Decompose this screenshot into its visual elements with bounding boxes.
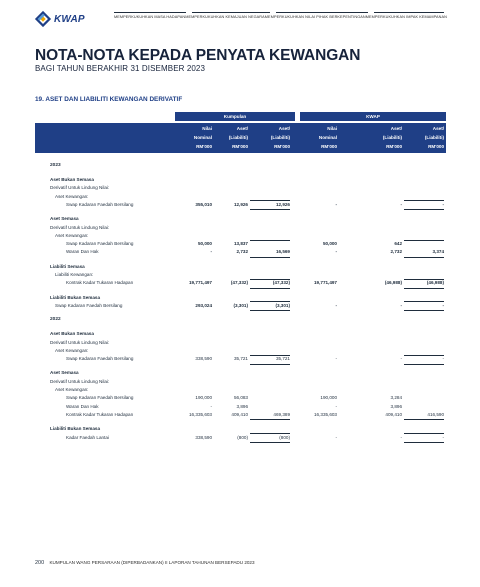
nav-item-impak-kemampanan[interactable]: MEMPERKUKUHKAN IMPAK KEMAMPANAN [365,15,447,19]
table-cell: - [442,201,444,207]
table-cell: 2,732 [390,249,402,255]
table-cell: 16,335,603 [189,411,212,417]
section-nav [114,15,447,19]
row-label: Swap Kadaran Faedah Bersilang [66,356,134,362]
table-cell: - [400,356,402,362]
table-cell: 416,590 [427,411,444,417]
row-group-label: Liabiliti Bukan Semasa [50,426,101,432]
table-cell: 3,284 [390,395,402,401]
table-cell: 19,771,497 [189,280,212,286]
total-rule [250,310,290,311]
total-rule [250,209,290,210]
row-group-label: Liabiliti Semasa [50,263,85,269]
total-rule [404,279,444,280]
table-cell: (3,301) [275,302,290,308]
total-rule [250,301,290,302]
total-rule [404,200,444,201]
total-rule [404,433,444,434]
row-label: Kontrak Kadar Tukaran Hadapan [66,280,134,286]
section-heading: 19. ASET DAN LIABILITI KEWANGAN DERIVATIF [35,96,183,103]
table-cell: 338,590 [195,434,212,440]
row-group-label: Liabiliti Bukan Semasa [50,294,101,300]
table-cell: - [335,249,337,255]
nav-item-kemajuan-negara[interactable]: MEMPERKUKUHKAN KEMAJUAN NEGARA [185,15,265,19]
table-cell: (46,988) [384,280,402,286]
row-label: Aset Kewangan: [55,232,89,238]
row-group-label: Aset Semasa [50,370,79,376]
table-cell: 409,410 [231,411,248,417]
column-header-line: (Liabiliti) [228,135,248,140]
column-header-line: (Liabiliti) [424,135,444,140]
table-cell: 12,926 [233,201,248,207]
row-label: Aset Kewangan: [55,193,89,199]
row-group-label: Aset Bukan Semasa [50,177,94,182]
total-rule [250,288,290,289]
table-cell: - [400,434,402,440]
column-header-line: (Liabiliti) [270,135,290,140]
column-header-line: RM'000 [232,144,248,149]
row-label: Aset Kewangan: [55,387,89,392]
column-header-line: RM'000 [321,144,337,149]
table-cell: (800) [237,434,248,440]
table-cell: (47,332) [230,280,248,286]
nav-rule [276,12,368,13]
table-cell: 190,000 [320,395,337,401]
total-rule [404,364,444,365]
column-header-line: RM'000 [274,144,290,149]
table-cell: - [335,356,337,362]
nav-rule [192,12,270,13]
total-rule [404,301,444,302]
table-cell: - [400,201,402,207]
footer-text: KUMPULAN WANG PERSARAAN (DIPERBADANKAN) II LAPORAN TAHUNAN BERSEPADU 2023 [49,560,255,565]
total-rule [404,442,444,443]
table-cell: 16,335,603 [314,411,337,417]
row-group-label: Aset Semasa [50,216,79,222]
page-subtitle: BAGI TAHUN BERAKHIR 31 DISEMBER 2023 [35,64,206,73]
column-header-line: Aset/ [236,126,248,131]
table-cell: (47,332) [272,280,290,286]
table-cell: 56,083 [233,395,248,401]
table-cell: - [442,434,444,440]
row-label: Liabiliti Kewangan: [55,272,94,277]
page-footer [35,560,255,566]
column-header-line: Nominal [318,135,337,140]
total-rule [250,200,290,201]
year-heading: 2022 [50,317,61,323]
table-cell: 355,010 [195,201,212,207]
total-rule [250,442,290,443]
total-rule [404,257,444,258]
table-cell: 50,000 [197,241,212,247]
table-cell: 12,926 [275,201,290,207]
column-header-line: (Liabiliti) [382,135,402,140]
nav-rule [114,12,186,13]
table-cell: - [335,434,337,440]
total-rule [250,433,290,434]
row-label: Derivatif Untuk Lindung Nilai: [50,224,110,230]
table-cell: 642 [394,241,402,247]
table-cell: (3,301) [233,302,248,308]
table-cell: 409,410 [385,411,402,417]
row-group-label: Aset Bukan Semasa [50,331,94,337]
column-header-line: RM'000 [386,144,402,149]
total-rule [250,419,290,420]
row-label: Waran Dan Hak [66,249,99,255]
group-header-kumpulan: Kumpulan [175,112,295,121]
table-cell: 3,374 [432,249,444,255]
table-cell: - [335,302,337,308]
table-cell: - [210,249,212,255]
table-cell: - [335,403,337,409]
column-header-line: Aset/ [390,126,402,131]
table-cell: 16,569 [275,249,290,255]
table-cell: - [400,302,402,308]
table-cell: 469,389 [273,411,290,417]
total-rule [250,355,290,356]
total-rule [250,240,290,241]
row-label: Swap Kadaran Faedah Bersilang [66,241,134,247]
table-cell: 338,590 [195,356,212,362]
column-header-line: Nilai [202,126,212,131]
column-header-line: Aset/ [278,126,290,131]
table-cell: - [335,201,337,207]
total-rule [250,279,290,280]
row-label: Swap Kadaran Faedah Bersilang [55,302,123,308]
column-header-line: RM'000 [428,144,444,149]
page-number: 200 [35,560,45,566]
row-label: Swap Kadaran Faedah Bersilang [66,201,134,207]
row-label: Kontrak Kadar Tukaran Hadapan [66,411,134,417]
row-label: Waran Dan Hak [66,403,99,409]
table-cell: 2,732 [236,249,248,255]
table-cell: (46,988) [426,280,444,286]
table-cell: 190,000 [195,395,212,401]
total-rule [404,419,444,420]
table-cell: 3,896 [236,403,248,409]
table-cell: 35,721 [233,356,248,362]
column-header-line: Nilai [327,126,337,131]
nav-item-masa-hadapan[interactable]: MEMPERKUKUHKAN MASA HADAPAN [114,15,186,19]
total-rule [250,364,290,365]
total-rule [404,288,444,289]
table-cell: 3,896 [390,403,402,409]
group-header-kwap: KWAP [300,112,446,121]
brand-logo[interactable] [34,10,85,28]
row-label: Kadar Faedah Lantai [66,434,109,440]
table-cell: 19,771,497 [314,280,337,286]
table-cell: 13,837 [233,241,248,247]
column-header-line: Aset/ [432,126,444,131]
table-cell: 35,721 [275,356,290,362]
table-cell: 50,000 [322,241,337,247]
column-header-line: Nominal [193,135,212,140]
kwap-logo-icon [34,10,52,28]
total-rule [250,257,290,258]
total-rule [404,240,444,241]
table-cell: - [210,403,212,409]
table-cell: (800) [279,434,290,440]
year-heading: 2023 [50,163,61,168]
total-rule [404,209,444,210]
nav-item-nilai-pihak[interactable]: MEMPERKUKUHKAN NILAI PIHAK BERKEPENTINGAN [264,15,366,19]
nav-rule [374,12,444,13]
brand-name: KWAP [54,13,85,25]
total-rule [404,310,444,311]
row-label: Derivatif Untuk Lindung Nilai: [50,339,110,345]
total-rule [404,355,444,356]
table-cell: - [442,356,444,362]
row-label: Aset Kewangan: [55,347,89,353]
row-label: Derivatif Untuk Lindung Nilai: [50,378,110,384]
table-cell: - [442,302,444,308]
column-header-line: RM'000 [196,144,212,149]
row-label: Derivatif Untuk Lindung Nilai: [50,185,110,191]
page-title: NOTA-NOTA KEPADA PENYATA KEWANGAN [35,47,361,64]
table-cell: 293,024 [195,302,212,308]
row-label: Swap Kadaran Faedah Bersilang [66,395,134,401]
top-bar [0,0,480,36]
